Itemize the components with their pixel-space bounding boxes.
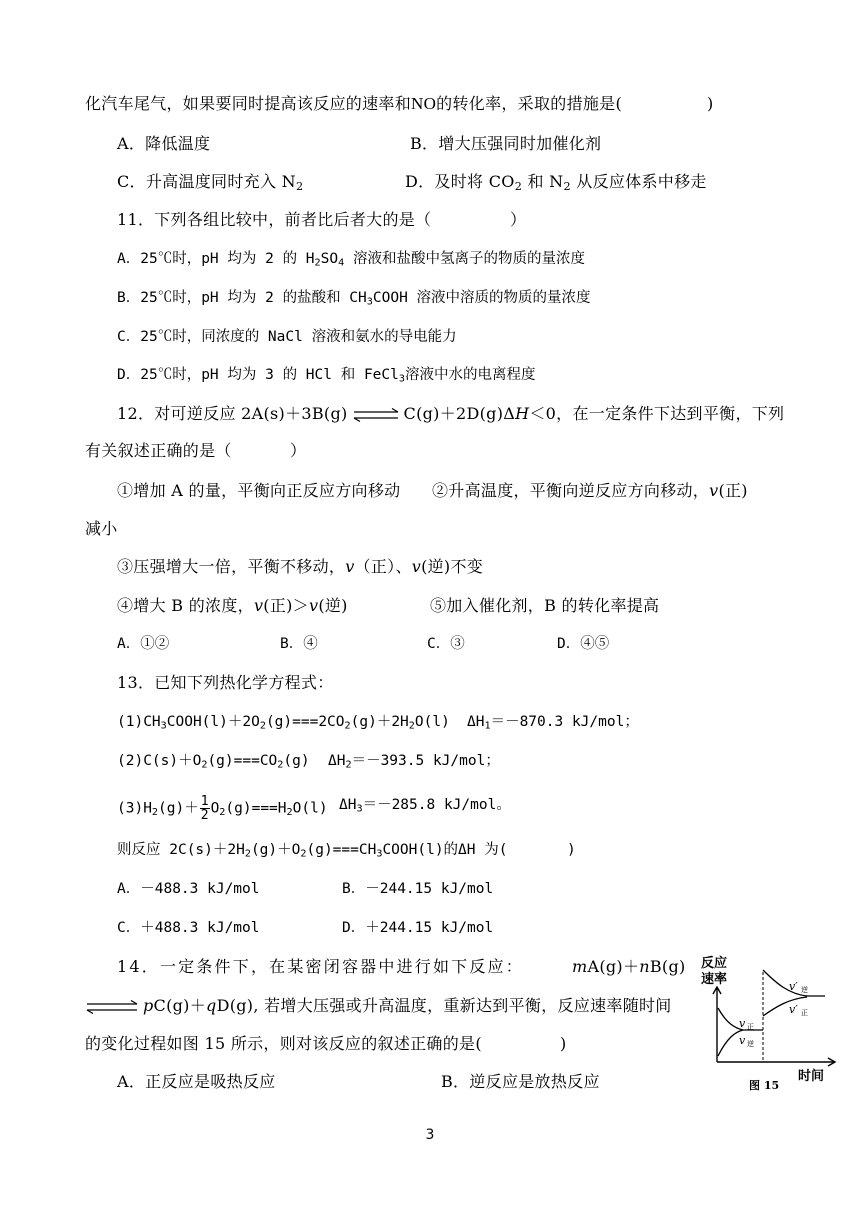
figure-caption: 图 15 bbox=[749, 1079, 780, 1092]
q14-option-b[interactable]: B．逆反应是放热反应 bbox=[441, 1072, 600, 1091]
q10-blank-end: ) bbox=[707, 94, 714, 113]
q12-stem-text: 12．对可逆反应 2A(s)＋3B(g) C(g)＋2D(g)ΔH＜0，在一定条件下达到平衡，下列 bbox=[117, 404, 785, 423]
q12-option-a[interactable]: A．①② bbox=[117, 636, 170, 652]
q10-option-d[interactable]: D．及时将 $CO_2$ 和 $N_2$ 从反应体系中移走 bbox=[405, 172, 707, 193]
v-forward-sub: 正 bbox=[747, 1023, 754, 1031]
q10-option-c[interactable]: C．升高温度同时充入 $N_2$ bbox=[117, 172, 304, 193]
q13-option-d[interactable]: D．＋244.15 kJ/mol bbox=[342, 920, 494, 936]
q14-option-a[interactable]: A．正反应是吸热反应 bbox=[117, 1072, 276, 1091]
fraction-one-half: $\frac{1}{2}$ bbox=[200, 794, 209, 823]
v-forward-label: v bbox=[739, 1017, 746, 1030]
q10-option-a[interactable]: A．降低温度 bbox=[117, 134, 211, 153]
q12-option-b[interactable]: B．④ bbox=[280, 636, 318, 652]
y-axis-label-2: 速率 bbox=[701, 972, 728, 987]
q11-blank-end: ） bbox=[510, 210, 527, 229]
q12-statement-2: ②升高温度，平衡向逆反应方向移动，v(正) bbox=[432, 481, 748, 500]
v2-forward-label: v′ bbox=[789, 1003, 798, 1016]
y-axis-label-1: 反应 bbox=[701, 956, 728, 971]
q12-blank-end: ） bbox=[290, 441, 307, 460]
v2-forward-sub: 正 bbox=[801, 1009, 808, 1017]
q11-stem-text: 11．下列各组比较中，前者比后者大的是（ bbox=[117, 210, 432, 229]
q13-blank-end: ) bbox=[567, 842, 576, 858]
q14-blank-end: ) bbox=[560, 1034, 567, 1053]
rate-time-figure bbox=[697, 952, 843, 1096]
page-number: 3 bbox=[425, 1127, 435, 1143]
q12-option-d[interactable]: D．④⑤ bbox=[557, 636, 610, 652]
q13-option-c[interactable]: C．＋488.3 kJ/mol bbox=[117, 920, 260, 936]
equilibrium-arrow-icon bbox=[85, 1000, 139, 1014]
v-reverse-label: v bbox=[739, 1034, 746, 1047]
equilibrium-arrow-icon bbox=[352, 408, 400, 422]
q12-statement-1: ①增加 A 的量，平衡向正反应方向移动 bbox=[117, 481, 401, 500]
v2-reverse-sub: 逆 bbox=[801, 986, 808, 994]
q12-statement-4: ④增大 B 的浓度，v(正)＞v(逆) bbox=[117, 596, 348, 615]
q13-option-a[interactable]: A．－488.3 kJ/mol bbox=[117, 881, 260, 897]
q10-stem-text: 化汽车尾气，如果要同时提高该反应的速率和NO的转化率，采取的措施是( bbox=[85, 94, 623, 113]
x-axis-label: 时间 bbox=[798, 1069, 825, 1084]
q12-statement-5: ⑤加入催化剂，B 的转化率提高 bbox=[430, 596, 660, 615]
v-reverse-sub: 逆 bbox=[747, 1040, 754, 1048]
q10-option-b[interactable]: B．增大压强同时加催化剂 bbox=[410, 134, 602, 153]
v2-reverse-label: v′ bbox=[789, 980, 798, 993]
q12-option-c[interactable]: C．③ bbox=[427, 636, 465, 652]
q13-option-b[interactable]: B．－244.15 kJ/mol bbox=[342, 881, 494, 897]
